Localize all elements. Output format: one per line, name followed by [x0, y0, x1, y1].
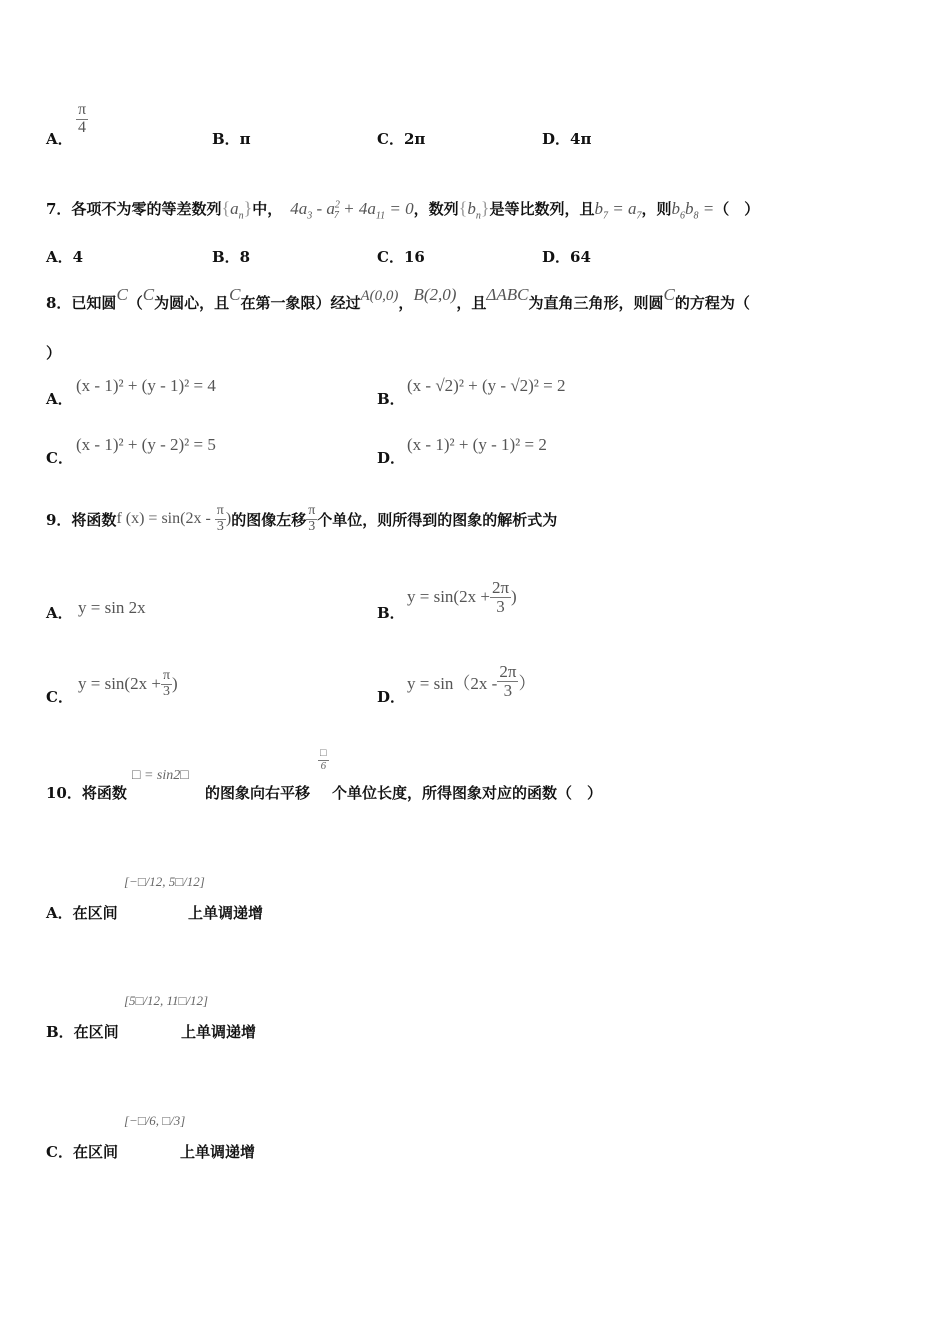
q7-option-a: A．4 — [46, 248, 84, 266]
q10-option-c-interval: [−□/6, □/3] — [124, 1113, 186, 1128]
q8-triangle: ΔABC — [486, 285, 529, 304]
q8-text-mid6: 的方程为（ — [674, 294, 750, 312]
q9-shift-fraction: $\frac{\pi}{3}$ — [308, 502, 316, 534]
q9-option-d-expr: y = sin（2x - $\frac{2\pi}{3}$ ） — [407, 661, 536, 700]
q9-option-c-expr: y = sin(2x + $\frac{\pi}{3}$ ) — [78, 667, 178, 699]
q10-function-image: □ = sin2□ — [132, 768, 189, 783]
q8-stem-line2: ） — [46, 344, 62, 362]
q8-comma: ， — [398, 294, 414, 312]
q7-equation-2: $b_7 = a_7$ — [594, 199, 642, 222]
q10-option-b-label: B．在区间 — [46, 1023, 119, 1041]
q8-option-d-label: D． — [377, 449, 406, 467]
q6-option-a-fraction — [76, 102, 88, 137]
q7-seq-b: $\{b_n\}$ — [458, 198, 490, 222]
q6-option-c: C．2π — [377, 130, 426, 148]
q8-stem — [46, 285, 750, 313]
q10-option-a-tail: 上单调递增 — [188, 904, 264, 922]
q10-option-c-tail: 上单调递增 — [180, 1143, 256, 1161]
q6-a-denominator: 4 — [76, 119, 88, 137]
q7-seq-a: $\{a_n\}$ — [221, 198, 253, 222]
q7-text-mid4: ，则 — [641, 200, 672, 218]
q7-option-d: D．64 — [542, 248, 591, 266]
q10-prefix: 10．将函数 — [46, 784, 127, 802]
q9-option-b-label: B． — [377, 604, 405, 622]
q8-circle-c1: C — [116, 285, 128, 304]
q7-stem — [46, 198, 759, 221]
q10-option-b-tail: 上单调递增 — [181, 1023, 257, 1041]
q9-option-a-label: A． — [46, 604, 73, 622]
q8-prefix: 8．已知圆 — [46, 294, 117, 312]
q8-circle-c3: C — [229, 285, 241, 304]
q6-option-d: D．4π — [542, 130, 592, 148]
q9-option-c-label: C． — [46, 688, 73, 706]
q8-option-c-expr: (x - 1)² + (y - 2)² = 5 — [76, 435, 216, 454]
q8-option-b-label: B． — [377, 390, 405, 408]
q7-text-mid2: ，数列 — [413, 200, 459, 218]
q8-option-c-label: C． — [46, 449, 73, 467]
q8-point-b: B(2,0) — [413, 285, 457, 304]
q8-circle-c4: C — [663, 285, 675, 304]
q6-a-numerator: π — [78, 101, 87, 118]
q7-equation-3: $b_6b_8$ = — [671, 199, 715, 222]
q8-point-a: A(0,0) — [360, 288, 399, 304]
q9-option-d-label: D． — [377, 688, 406, 706]
q10-shift-fraction: $\frac{□}{6}$ — [320, 747, 327, 772]
q9-prefix: 9．将函数 — [46, 510, 117, 529]
q7-option-c: C．16 — [377, 248, 425, 266]
q8-circle-c2: C — [142, 285, 155, 304]
q7-text-mid1: 中， — [252, 200, 283, 218]
q8-text-mid4: ，且 — [456, 294, 487, 312]
q8-option-a-label: A． — [46, 390, 73, 408]
q7-equation-1: $4a_3 - a^2_7 + 4a_{11} = 0$ — [290, 199, 414, 222]
q10-text-mid: 的图象向右平移 — [205, 784, 311, 802]
q7-prefix: 7．各项不为零的等差数列 — [46, 200, 222, 218]
q9-function: f (x) = sin(2x - $\frac{\pi}{3}$ ) — [116, 502, 232, 534]
q9-option-b-expr: y = sin(2x + $\frac{2\pi}{3}$ ) — [407, 577, 517, 616]
q10-option-b-interval: [5□/12, 11□/12] — [124, 993, 209, 1008]
q9-option-a-expr: y = sin 2x — [78, 598, 146, 617]
q10-option-a-interval: [−□/12, 5□/12] — [124, 874, 205, 889]
q7-text-mid3: 是等比数列，且 — [489, 200, 595, 218]
q6-option-b: B．π — [212, 130, 251, 148]
q8-text-mid3: 在第一象限）经过 — [240, 294, 361, 312]
q9-stem — [46, 497, 557, 541]
q9-text-mid: 的图像左移 — [231, 510, 307, 529]
q10-tail: 个单位长度，所得图象对应的函数（ ） — [332, 784, 603, 802]
q8-text-mid5: 为直角三角形，则圆 — [528, 294, 664, 312]
q10-option-a-label: A．在区间 — [46, 904, 118, 922]
q8-text-mid2: 为圆心，且 — [154, 294, 230, 312]
q10-option-c-label: C．在区间 — [46, 1143, 118, 1161]
q9-tail: 个单位，则所得到的图象的解析式为 — [317, 510, 558, 529]
q6-option-a-label: A． — [46, 130, 73, 148]
q7-tail: （ ） — [714, 200, 760, 218]
q8-option-a-expr: (x - 1)² + (y - 1)² = 4 — [76, 376, 216, 395]
q7-option-b: B．8 — [212, 248, 251, 266]
q8-option-b-expr: (x - √2)² + (y - √2)² = 2 — [407, 376, 566, 395]
q8-text-mid1: （ — [127, 294, 143, 312]
q8-option-d-expr: (x - 1)² + (y - 1)² = 2 — [407, 435, 547, 454]
